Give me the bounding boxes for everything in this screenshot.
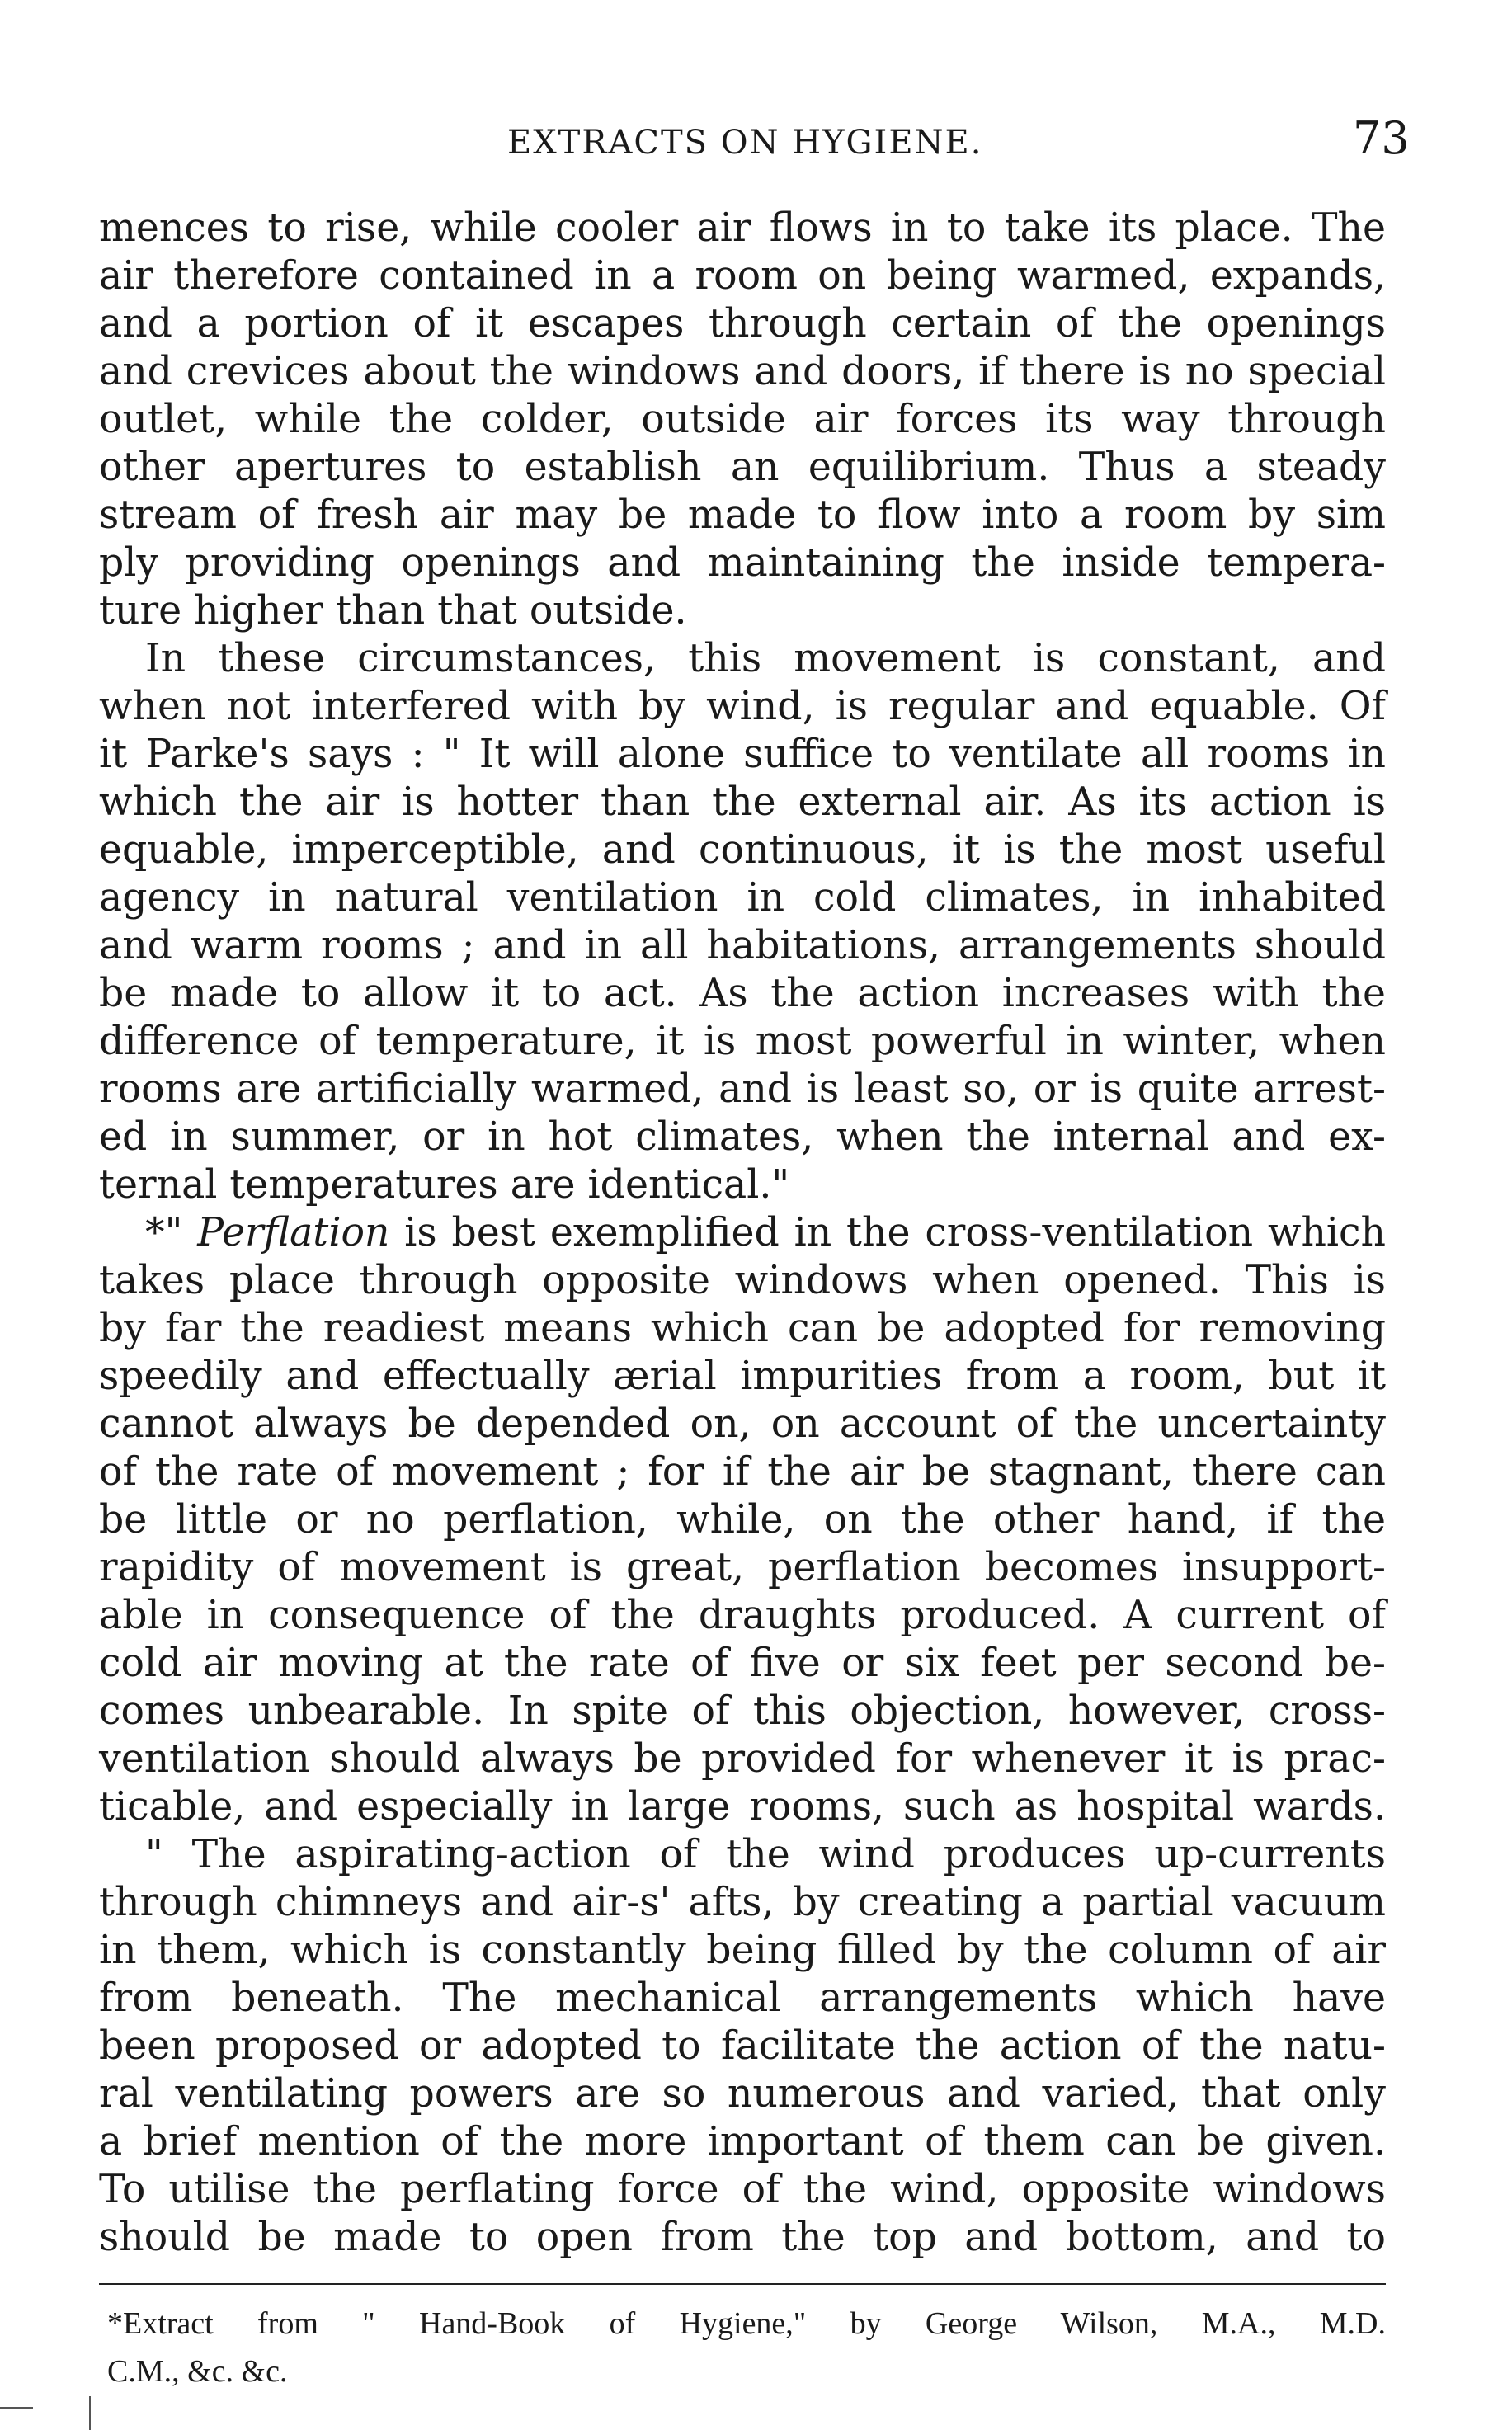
text-line: mences to rise, while cooler air flows in to take its place. The [99,205,1386,251]
text-line: from beneath. The mechanical arrangements which have [99,1976,1386,2021]
text-line: through chimneys and air-s' afts, by creating a partial vacuum [99,1880,1386,1925]
text-line: rapidity of movement is great, perflation becomes insupport- [99,1545,1386,1590]
text-line: in them, which is constantly being filled by the column of air [99,1928,1386,1973]
text-line: be little or no perflation, while, on the other hand, if the [99,1497,1386,1542]
paragraph-start-line [99,1209,1386,1257]
text-line: speedily and effectually ærial impurities from a room, but it [99,1354,1386,1399]
text-line: ral ventilating powers are so numerous and varied, that only [99,2071,1386,2117]
text-line: outlet, while the colder, outside air forces its way through [99,397,1386,442]
text-line: it Parke's says : " It will alone suffice to ventilate all rooms in [99,732,1386,777]
footnote-marker: *" [145,1210,183,1255]
footnote-divider [99,2283,1386,2285]
scan-edge-mark [0,2407,33,2409]
text-line: which the air is hotter than the external air. As its action is [99,779,1386,825]
text-line: a brief mention of the more important of them can be given. [99,2119,1386,2164]
paragraph-start-line: In these circumstances, this movement is constant, and [145,636,1386,681]
text-line: been proposed or adopted to facilitate the action of the natu- [99,2023,1386,2069]
text-line: To utilise the perflating force of the wind, opposite windows [99,2167,1386,2212]
running-title: EXTRACTS ON HYGIENE. [507,124,983,162]
text-line: rooms are artificially warmed, and is least so, or is quite arrest- [99,1067,1386,1112]
paragraph-start-line: " The aspirating-action of the wind produces up-currents [145,1832,1386,1877]
text-line: of the rate of movement ; for if the air be stagnant, there can [99,1449,1386,1495]
text-line: stream of fresh air may be made to flow into a room by sim [99,492,1386,538]
text-line: air therefore contained in a room on being warmed, expands, [99,253,1386,299]
text-span: is best exemplified in the cross-ventilation which [404,1210,1386,1255]
text-line: ture higher than that outside. [99,588,687,633]
text-line: comes unbearable. In spite of this objection, however, cross- [99,1688,1386,1734]
text-line: ticable, and especially in large rooms, such as hospital wards. [99,1784,1386,1830]
text-line: and crevices about the windows and doors, if there is no special [99,349,1386,394]
text-line: difference of temperature, it is most powerful in winter, when [99,1019,1386,1064]
text-line: other apertures to establish an equilibrium. Thus a steady [99,445,1386,490]
text-line: cannot always be depended on, on account of the uncertainty [99,1401,1386,1447]
footnote-line: C.M., &c. &c. [107,2354,288,2389]
emphasized-term: Perflation [197,1210,390,1255]
text-line: ply providing openings and maintaining the inside tempera- [99,540,1386,586]
text-line: ternal temperatures are identical." [99,1162,790,1208]
page-number: 73 [1353,112,1410,164]
text-line: be made to allow it to act. As the action increases with the [99,971,1386,1016]
text-line: ventilation should always be provided for whenever it is prac- [99,1736,1386,1782]
text-line: and warm rooms ; and in all habitations, arrangements should [99,923,1386,968]
text-line: ed in summer, or in hot climates, when the internal and ex- [99,1114,1386,1160]
text-line: equable, imperceptible, and continuous, it is the most useful [99,827,1386,873]
text-line: cold air moving at the rate of five or six feet per second be- [99,1641,1386,1686]
text-line: by far the readiest means which can be adopted for removing [99,1306,1386,1351]
body-text [99,205,1386,2262]
text-line: takes place through opposite windows when opened. This is [99,1258,1386,1303]
footnote [107,2300,1386,2395]
footnote-line: *Extract from " Hand-Book of Hygiene," by George Wilson, M.A., M.D. [107,2306,1386,2341]
text-line: when not interfered with by wind, is regular and equable. Of [99,684,1386,729]
text-line: able in consequence of the draughts produced. A current of [99,1593,1386,1638]
text-line: should be made to open from the top and bottom, and to [99,2215,1386,2260]
text-line: agency in natural ventilation in cold climates, in inhabited [99,875,1386,921]
scan-edge-tick [89,2396,91,2430]
text-line: and a portion of it escapes through certain of the openings [99,301,1386,346]
